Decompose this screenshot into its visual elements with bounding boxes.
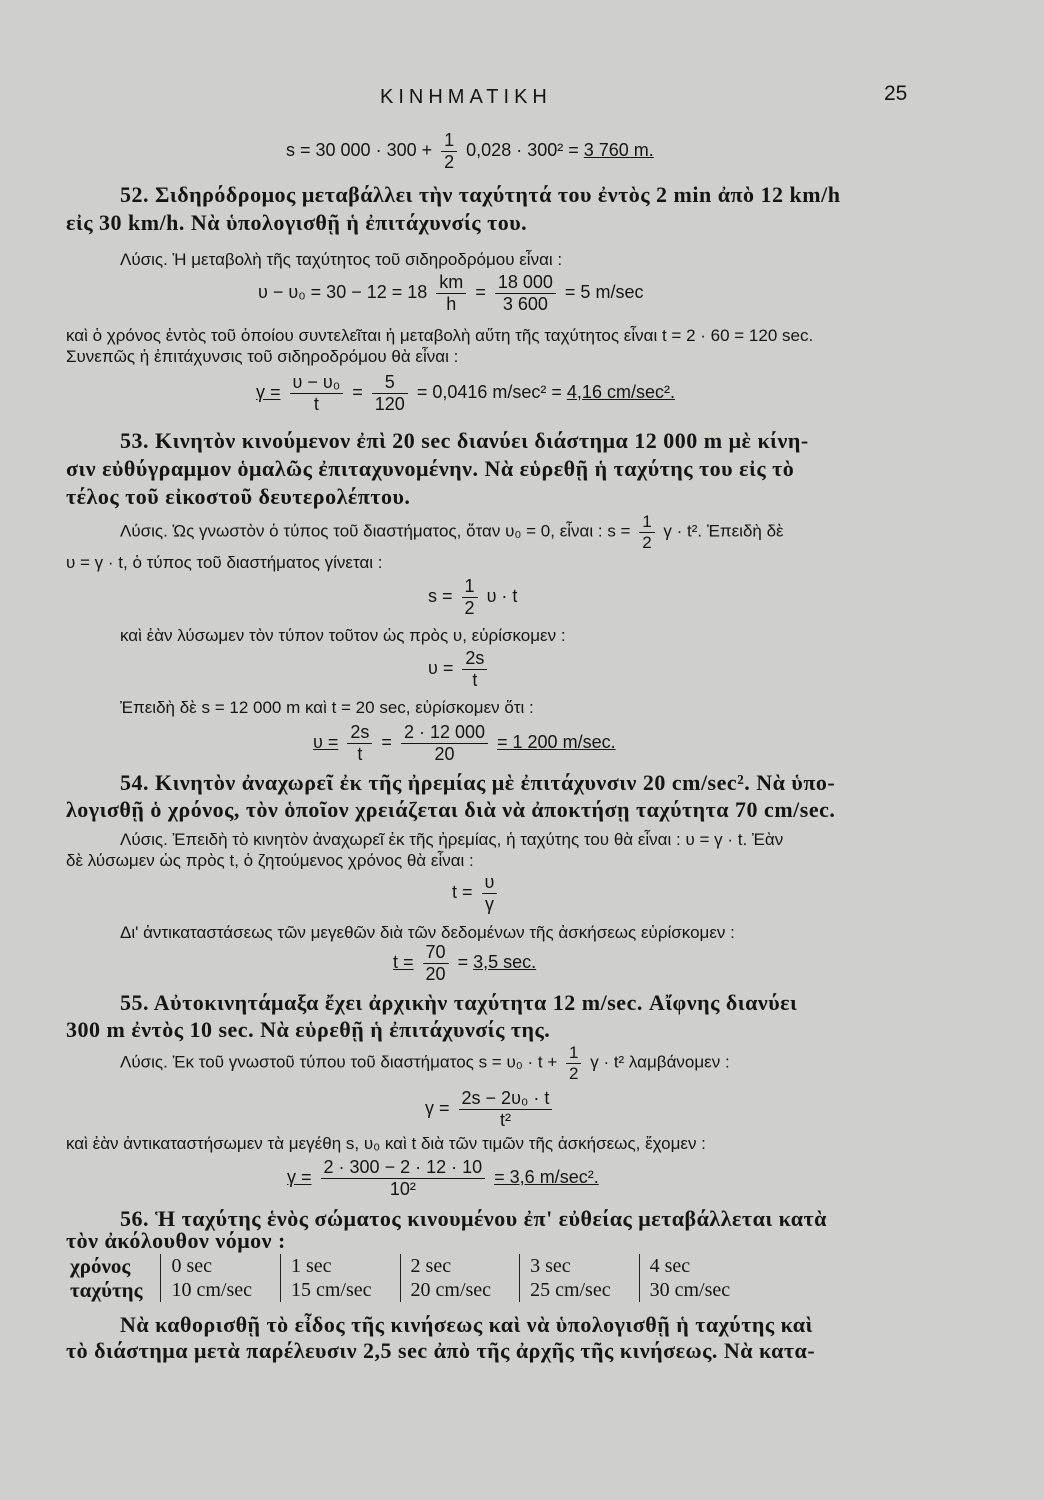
table-cell: 0 sec xyxy=(161,1254,281,1278)
eq-fraction-values xyxy=(495,272,556,314)
eq-fraction xyxy=(462,576,478,618)
fraction-half xyxy=(639,512,654,552)
eq-fraction xyxy=(423,942,449,984)
problem-52-solution-line-1: Λύσις. Ἡ μεταβολὴ τῆς ταχύτητος τοῦ σιδηροδρόμου εἶναι : xyxy=(120,250,563,269)
problem-55-title-line-2: 300 m ἐντὸς 10 sec. Νὰ εὑρεθῇ ἡ ἐπιτάχυνσίς της. xyxy=(66,1017,551,1042)
problem-53-title-line-3: τέλος τοῦ εἰκοστοῦ δευτερολέπτου. xyxy=(66,484,411,509)
problem-53-equation-3 xyxy=(313,722,616,764)
frac-num: 18 000 xyxy=(497,272,553,292)
eq-sign: = xyxy=(381,731,392,752)
eq-fraction-units xyxy=(436,272,466,314)
frac-den: t xyxy=(462,669,487,691)
frac-num: 1 xyxy=(444,130,455,150)
top-eq-lhs: s = 30 000 · 300 + xyxy=(286,139,433,160)
frac-den: 2 xyxy=(639,532,654,553)
page-number: 25 xyxy=(884,82,908,105)
problem-56-title-line-2: τὸν ἀκόλουθον νόμον : xyxy=(66,1228,286,1253)
problem-53-solution-line-2: υ = γ · t, ὁ τύπος τοῦ διαστήματος γίνεται : xyxy=(66,553,383,572)
frac-den: h xyxy=(436,293,466,315)
eq-fraction-formula xyxy=(347,722,372,764)
frac-den: 20 xyxy=(423,963,449,985)
problem-52-title-line-2: εἰς 30 km/h. Νὰ ὑπολογισθῇ ἡ ἐπιτάχυνσίς του. xyxy=(66,210,528,235)
table-row-velocity xyxy=(70,1278,758,1302)
table-cell: 1 sec xyxy=(281,1254,401,1278)
eq-sign: = xyxy=(352,381,363,402)
time-velocity-table xyxy=(70,1254,758,1302)
eq-mid: = 0,0416 m/sec² = xyxy=(416,381,562,402)
eq-lhs: υ = xyxy=(428,657,454,678)
eq-rhs: = 5 m/sec xyxy=(564,281,644,302)
eq-fraction-values xyxy=(401,722,488,764)
table-cell: 20 cm/sec xyxy=(400,1278,520,1302)
eq-fraction-formula xyxy=(290,372,344,414)
problem-54-title-line-1: 54. Κινητὸν ἀναχωρεῖ ἐκ τῆς ἠρεμίας μὲ ἐπιτάχυνσιν 20 cm/sec². Νὰ ὑπο- xyxy=(120,770,836,795)
eq-lhs: γ = xyxy=(287,1166,312,1187)
eq-fraction xyxy=(482,872,498,914)
problem-55-equation-2 xyxy=(287,1157,599,1199)
frac-num: 5 xyxy=(384,372,395,392)
table-cell: 30 cm/sec xyxy=(639,1278,758,1302)
problem-52-solution-line-2: καὶ ὁ χρόνος ἐντὸς τοῦ ὁποίου συντελεῖται ἡ μεταβολὴ αὕτη τῆς ταχύτητος εἶναι t = 2 · 60 = 120 sec. xyxy=(66,326,814,345)
eq-lhs: υ − υ₀ = 30 − 12 = 18 xyxy=(258,281,428,302)
frac-num: 70 xyxy=(425,942,446,962)
table-cell: 2 sec xyxy=(400,1254,520,1278)
problem-56-text-line-2: τὸ διάστημα μετὰ παρέλευσιν 2,5 sec ἀπὸ τῆς ἀρχῆς τῆς κινήσεως. Νὰ κατα- xyxy=(66,1338,816,1363)
problem-53-equation-2 xyxy=(428,648,491,690)
fraction-half xyxy=(566,1043,581,1083)
frac-num: km xyxy=(439,272,464,292)
frac-den: t xyxy=(290,393,344,415)
problem-53-solution-line-3: καὶ ἐὰν λύσωμεν τὸν τύπον τοῦτον ὡς πρὸς υ, εὑρίσκομεν : xyxy=(120,626,566,645)
problem-53-title-line-1: 53. Κινητὸν κινούμενον ἐπὶ 20 sec διανύει διάστημα 12 000 m μὲ κίνη- xyxy=(120,428,809,453)
table-row-time xyxy=(70,1254,758,1278)
text-part: γ · t². Ἐπειδὴ δὲ xyxy=(663,521,784,541)
problem-54-solution-line-3: Δι' ἀντικαταστάσεως τῶν μεγεθῶν διὰ τῶν δεδομένων τῆς ἀσκήσεως εὑρίσκομεν : xyxy=(120,923,735,942)
eq-lhs: s = xyxy=(428,585,453,606)
frac-num: υ − υ₀ xyxy=(292,372,341,392)
frac-num: 2s xyxy=(465,648,485,668)
frac-num: 1 xyxy=(569,1043,579,1062)
problem-54-equation-2 xyxy=(393,942,536,984)
table-cell: 4 sec xyxy=(639,1254,758,1278)
frac-den: γ xyxy=(482,893,498,915)
frac-den: 3 600 xyxy=(495,293,556,315)
top-eq-result: 3 760 m. xyxy=(583,139,654,160)
problem-54-equation-1 xyxy=(452,872,501,914)
problem-52-title-line-1: 52. Σιδηρόδρομος μεταβάλλει τὴν ταχύτητά του ἐντὸς 2 min ἀπὸ 12 km/h xyxy=(120,182,841,207)
table-row-label: ταχύτης xyxy=(70,1278,143,1302)
text-part: Λύσις. Ὡς γνωστὸν ὁ τύπος τοῦ διαστήματος, ὅταν υ₀ = 0, εἶναι : s = xyxy=(120,521,631,541)
problem-55-equation-1 xyxy=(425,1088,556,1130)
problem-54-solution-line-1: Λύσις. Ἐπειδὴ τὸ κινητὸν ἀναχωρεῖ ἐκ τῆς ἠρεμίας, ἡ ταχύτης του θὰ εἶναι : υ = γ · t. Ἐὰν xyxy=(120,830,784,849)
problem-55-solution-line-2: καὶ ἐὰν ἀντικαταστήσωμεν τὰ μεγέθη s, υ₀ καὶ t διὰ τῶν τιμῶν τῆς ἀσκήσεως, ἔχομεν : xyxy=(66,1134,706,1153)
frac-num: 2 · 12 000 xyxy=(403,722,485,742)
eq-rhs: υ · t xyxy=(486,585,518,606)
problem-53-solution-line-1 xyxy=(120,512,784,552)
frac-den: t xyxy=(347,743,372,765)
table-cell: 3 sec xyxy=(520,1254,640,1278)
problem-56-title-line-1: 56. Ἡ ταχύτης ἑνὸς σώματος κινουμένου ἐπ' εὐθείας μεταβάλλεται κατὰ xyxy=(120,1206,827,1231)
frac-den: 20 xyxy=(401,743,488,765)
frac-num: 2s − 2υ₀ · t xyxy=(461,1088,550,1108)
problem-54-title-line-2: λογισθῇ ὁ χρόνος, τὸν ὁποῖον χρειάζεται διὰ νὰ ἀποκτήσῃ ταχύτητα 70 cm/sec. xyxy=(66,797,836,822)
eq-lhs: γ = xyxy=(425,1097,450,1118)
frac-den: 2 xyxy=(441,151,457,173)
eq-lhs: t = xyxy=(393,951,414,972)
eq-result: = 1 200 m/sec. xyxy=(497,731,616,752)
problem-53-solution-line-4: Ἐπειδὴ δὲ s = 12 000 m καὶ t = 20 sec, εὑρίσκομεν ὅτι : xyxy=(120,698,534,717)
eq-result: 3,5 sec. xyxy=(473,951,537,972)
eq-lhs: t = xyxy=(452,881,473,902)
table-cell: 10 cm/sec xyxy=(161,1278,281,1302)
table-cell: 15 cm/sec xyxy=(281,1278,401,1302)
problem-53-title-line-2: σιν εὐθύγραμμον ὁμαλῶς ἐπιταχυνομένην. Νὰ εὑρεθῇ ἡ ταχύτης του εἰς τὸ xyxy=(66,456,795,481)
top-eq-fraction xyxy=(441,130,457,172)
eq-lhs: υ = xyxy=(313,731,339,752)
eq-fraction xyxy=(462,648,487,690)
problem-56-text-line-1: Νὰ καθορισθῇ τὸ εἶδος τῆς κινήσεως καὶ νὰ ὑπολογισθῇ ἡ ταχύτης καὶ xyxy=(120,1312,813,1337)
eq-fraction-values xyxy=(372,372,408,414)
problem-54-solution-line-2: δὲ λύσωμεν ὡς πρὸς t, ὁ ζητούμενος χρόνος θὰ εἶναι : xyxy=(66,851,474,870)
running-header: ΚΙΝΗΜΑΤΙΚΗ xyxy=(380,86,552,108)
frac-num: 1 xyxy=(642,512,652,531)
top-equation xyxy=(286,130,654,172)
eq-sign: = xyxy=(475,281,486,302)
eq-result: = 3,6 m/sec². xyxy=(494,1166,599,1187)
eq-fraction xyxy=(459,1088,553,1130)
frac-den: 120 xyxy=(372,393,408,415)
problem-52-equation-1 xyxy=(258,272,643,314)
text-part: γ · t² λαμβάνομεν : xyxy=(590,1052,730,1072)
eq-result: 4,16 cm/sec². xyxy=(566,381,675,402)
table-row-label: χρόνος xyxy=(70,1254,131,1278)
eq-lhs: γ = xyxy=(256,381,281,402)
frac-den: 10² xyxy=(321,1178,486,1200)
problem-55-solution-line-1 xyxy=(120,1043,730,1083)
frac-num: υ xyxy=(484,872,495,892)
frac-num: 2s xyxy=(350,722,370,742)
frac-den: 2 xyxy=(462,597,478,619)
frac-num: 2 · 300 − 2 · 12 · 10 xyxy=(323,1157,483,1177)
problem-55-title-line-1: 55. Αὐτοκινητάμαξα ἔχει ἀρχικὴν ταχύτητα 12 m/sec. Αἴφνης διανύει xyxy=(120,990,798,1015)
text-part: Λύσις. Ἐκ τοῦ γνωστοῦ τύπου τοῦ διαστήματος s = υ₀ · t + xyxy=(120,1052,558,1072)
frac-num: 1 xyxy=(464,576,475,596)
top-eq-rest: 0,028 · 300² = xyxy=(466,139,579,160)
table-cell: 25 cm/sec xyxy=(520,1278,640,1302)
eq-sign: = xyxy=(457,951,469,972)
eq-fraction xyxy=(321,1157,486,1199)
frac-den: t² xyxy=(459,1109,553,1131)
problem-53-equation-1 xyxy=(428,576,517,618)
frac-den: 2 xyxy=(566,1063,581,1084)
problem-52-solution-line-3: Συνεπῶς ἡ ἐπιτάχυνσις τοῦ σιδηροδρόμου θὰ εἶναι : xyxy=(66,347,459,366)
problem-52-equation-2 xyxy=(256,372,675,414)
